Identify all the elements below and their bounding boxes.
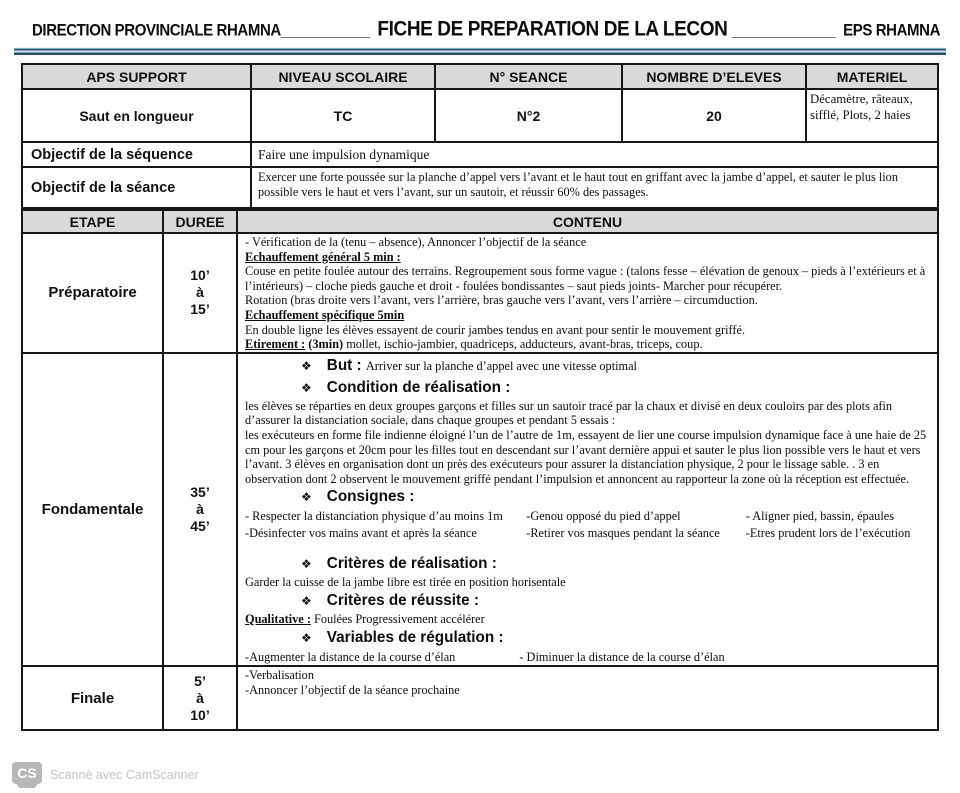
etape-label: Finale	[23, 667, 164, 729]
camscanner-text: Scanné avec CamScanner	[50, 768, 199, 782]
content-columns	[245, 649, 931, 666]
duree-line: à	[196, 500, 204, 517]
content-segment: (3min)	[305, 337, 344, 352]
objectif-seance-row	[23, 168, 937, 207]
diamond-bullet-icon: ❖	[301, 380, 312, 395]
contenu-cell	[238, 667, 937, 729]
aps-support-value: Saut en longueur	[23, 90, 252, 143]
direction-blank: ____________	[280, 23, 369, 40]
content-line	[245, 323, 931, 338]
content-segment: Critères de réalisation :	[326, 555, 497, 573]
content-line	[245, 486, 931, 508]
camscanner-logo-icon: CS	[12, 762, 42, 784]
lesson-row	[23, 354, 937, 667]
content-segment: Qualitative :	[245, 611, 311, 626]
content-line	[245, 590, 931, 612]
duree-line: 45’	[190, 517, 210, 534]
niveau-scolaire-value: TC	[252, 90, 436, 143]
contenu-cell	[238, 234, 937, 354]
materiel-value: Décamètre, râteaux, sifflé, Plots, 2 haies	[807, 90, 937, 143]
diamond-bullet-icon: ❖	[301, 358, 312, 373]
content-column: - Aligner pied, bassin, épaules	[745, 509, 894, 524]
header-nombre-eleves: NOMBRE D’ELEVES	[623, 65, 807, 90]
objectif-sequence-row	[23, 143, 937, 168]
content-line	[245, 308, 931, 323]
content-segment: mollet, ischio-jambier, quadriceps, adducteurs, avant-bras, triceps, coup.	[343, 337, 703, 352]
lesson-row	[23, 234, 937, 354]
content-segment: En double ligne les élèves essayent de courir jambes tendus en avant pour sentir le mouvement griffé.	[245, 322, 746, 337]
header-rule	[14, 47, 946, 55]
content-segment: Rotation (bras droite vers l’avant, vers l’arrière, bras gauche vers l’avant, vers l’arrière – circumduction.	[245, 293, 758, 308]
content-segment: Variables de régulation :	[326, 628, 504, 646]
header-contenu: CONTENU	[238, 211, 937, 234]
info-table	[21, 63, 939, 209]
content-line	[245, 355, 931, 377]
content-segment: Echauffement général 5 min :	[245, 249, 401, 264]
duree-line: 15’	[190, 301, 210, 318]
duree-line: à	[196, 284, 204, 301]
header-num-seance: N° SEANCE	[436, 65, 623, 90]
content-line	[245, 428, 931, 486]
duree-value	[164, 354, 238, 667]
content-column: -Retirer vos masques pendant la séance	[526, 525, 720, 540]
header-duree: DUREE	[164, 211, 238, 234]
nombre-eleves-value: 20	[623, 90, 807, 143]
content-line	[245, 250, 931, 265]
content-line	[245, 293, 931, 308]
header-etape: ETAPE	[23, 211, 164, 234]
page-title: FICHE DE PREPARATION DE LA LECON ______________	[377, 17, 835, 41]
content-segment: Critères de réussite :	[326, 591, 479, 609]
info-data-row	[23, 90, 937, 143]
content-gap	[245, 541, 931, 553]
content-segment: Consignes :	[326, 488, 415, 506]
num-seance-value: N°2	[436, 90, 623, 143]
content-segment: les exécuteurs en forme file indienne éloigné l’un de l’autre de 1m, essayent de lier une course impulsion dynamique face à une haie de 25 cm pour les garçons et 20cm pour les filles tout en descendant sur l’avant dernière appui et sauter le plus lion possible vers le haut et vers l’avant. 3 élèves en organisation dont un près des exécuteurs pour assurer la distanciation physique, 2 pour le lissage sable. . 3 en observation dont 2 observent le mouvement griffé pendant l’impulsion et annoncent au rapporteur la zone où la réception est effectuée.	[245, 427, 927, 486]
content-line	[245, 399, 931, 428]
objectif-sequence-value: Faire une impulsion dynamique	[252, 143, 937, 168]
header-materiel: MATERIEL	[807, 65, 937, 90]
content-segment: Foulées Progressivement accélérer	[310, 611, 485, 626]
diamond-bullet-icon: ❖	[301, 490, 312, 505]
objectif-sequence-label: Objectif de la séquence	[23, 143, 252, 168]
info-header-row	[23, 65, 937, 90]
header-niveau-scolaire: NIVEAU SCOLAIRE	[252, 65, 436, 90]
header-aps-support: APS SUPPORT	[23, 65, 252, 90]
content-segment: Garder la cuisse de la jambe libre est tirée en position horisentale	[245, 575, 566, 590]
etape-label: Préparatoire	[23, 234, 164, 354]
content-line	[245, 668, 931, 683]
content-columns	[245, 525, 931, 542]
content-line	[245, 264, 931, 293]
content-line	[245, 553, 931, 575]
objectif-seance-label: Objectif de la séance	[23, 168, 252, 207]
content-line	[245, 627, 931, 649]
content-columns	[245, 508, 931, 525]
content-column: - Respecter la distanciation physique d’au moins 1m	[245, 509, 503, 524]
content-segment: Etirement :	[245, 337, 306, 352]
direction-label: DIRECTION PROVINCIALE RHAMNA____________	[32, 20, 369, 40]
contenu-cell	[238, 354, 937, 667]
etape-label: Fondamentale	[23, 354, 164, 667]
lesson-table	[21, 209, 939, 731]
content-segment: Couse en petite foulée autour des terrains. Regroupement sous forme vague : (talons fesse – élévation de genoux – pieds à l’extérieurs et à l’intérieurs) – cloche pieds gauche et droit - foulées bondissantes – saut pieds joints- Marcher pour récupérer.	[245, 264, 926, 293]
content-column: -Genou opposé du pied d’appel	[526, 509, 681, 524]
content-column: -Désinfecter vos mains avant et après la séance	[245, 525, 477, 540]
content-line	[245, 683, 931, 698]
duree-line: 35’	[190, 483, 210, 500]
lesson-header-row	[23, 211, 937, 234]
content-segment: Condition de réalisation :	[326, 378, 511, 396]
duree-value	[164, 667, 238, 729]
content-column: -Etres prudent lors de l’exécution	[745, 525, 911, 540]
duree-value	[164, 234, 238, 354]
eps-label: EPS RHAMNA	[843, 20, 940, 40]
duree-line: 5’	[194, 672, 206, 689]
content-line	[245, 575, 931, 590]
content-segment: -Annoncer l’objectif de la séance prochaine	[245, 682, 460, 697]
diamond-bullet-icon: ❖	[301, 557, 312, 572]
title-blank: ______________	[731, 23, 835, 40]
content-segment: - Vérification de la (tenu – absence), Annoncer l’objectif de la séance	[245, 235, 587, 249]
content-line	[245, 377, 931, 399]
content-segment: Echauffement spécifique 5min	[245, 307, 405, 322]
duree-line: 10’	[190, 267, 210, 284]
lesson-row	[23, 667, 937, 729]
diamond-bullet-icon: ❖	[301, 593, 312, 608]
content-segment: les élèves se réparties en deux groupes garçons et filles sur un sautoir tracé par la chaux et divisé en deux couloirs par des plots afin d’assurer la distanciation sociale, dans chaque groupes et pendant 5 essais :	[245, 398, 893, 428]
content-column: - Diminuer la distance de la course d’élan	[519, 649, 725, 664]
content-line	[245, 235, 931, 250]
content-segment: But :	[326, 356, 366, 374]
duree-line: à	[196, 689, 204, 706]
diamond-bullet-icon: ❖	[301, 630, 312, 645]
content-line	[245, 612, 931, 627]
doc-header	[32, 17, 940, 42]
content-segment: Arriver sur la planche d’appel avec une vitesse optimal	[365, 358, 637, 373]
duree-line: 10’	[190, 706, 210, 723]
content-column: -Augmenter la distance de la course d’élan	[245, 649, 456, 664]
content-segment: -Verbalisation	[245, 668, 314, 682]
content-line	[245, 337, 931, 352]
lesson-rows	[23, 234, 937, 729]
objectif-seance-value: Exercer une forte poussée sur la planche d’appel vers l’avant et le haut tout en griffant avec la jambe d’appel, et sauter le plus lion possible vers le haut et vers l’avant, sur un sautoir, et réussir 60% des passages.	[258, 170, 898, 199]
